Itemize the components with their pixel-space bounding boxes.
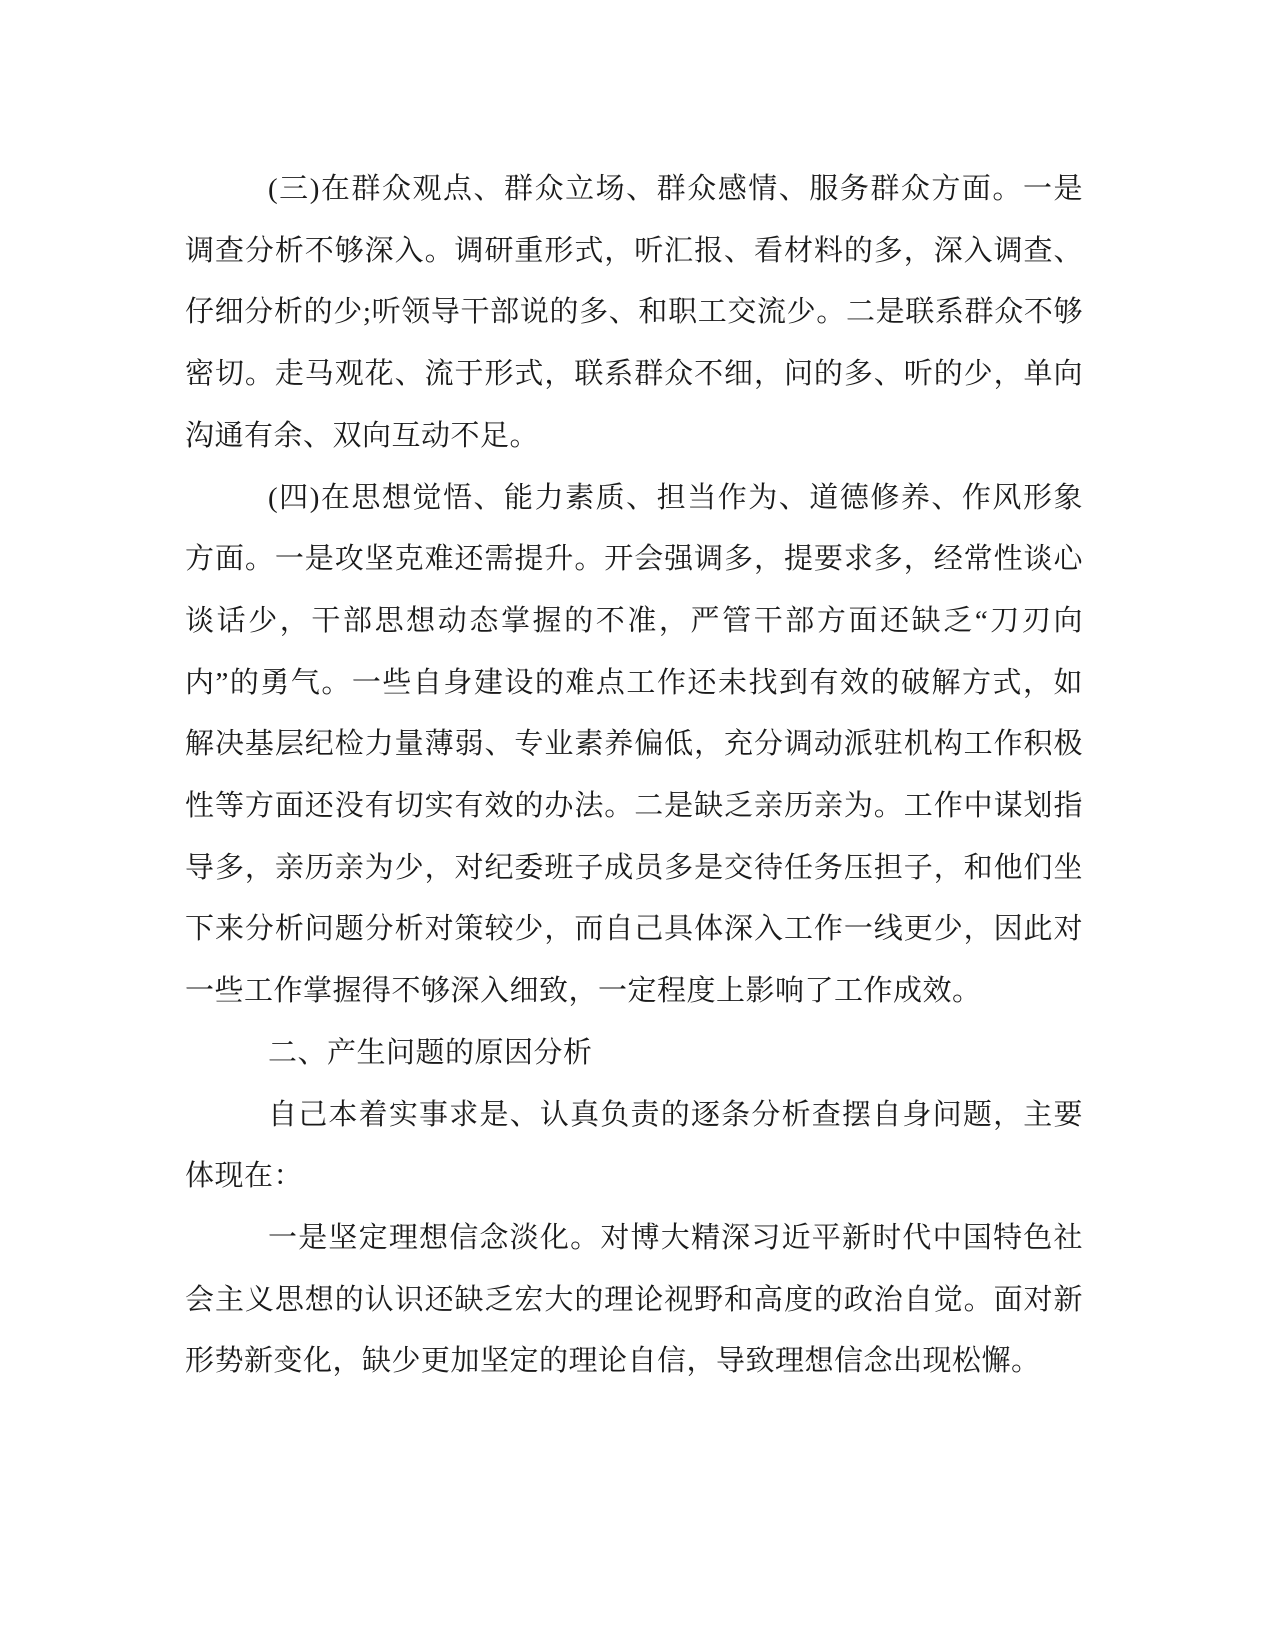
- paragraph-masses-viewpoint: (三)在群众观点、群众立场、群众感情、服务群众方面。一是调查分析不够深入。调研重形式，听汇报、看材料的多，深入调查、仔细分析的少;听领导干部说的多、和职工交流少。二是联系群众不够密切。走马观花、流于形式，联系群众不细，问的多、听的少，单向沟通有余、双向互动不足。: [185, 173, 1083, 452]
- paragraph-self-analysis-intro: 自己本着实事求是、认真负责的逐条分析查摆自身问题，主要体现在：: [185, 1098, 1083, 1193]
- paragraph-ideal-belief-weakening: 一是坚定理想信念淡化。对博大精深习近平新时代中国特色社会主义思想的认识还缺乏宏大的理论视野和高度的政治自觉。面对新形势新变化，缺少更加坚定的理论自信，导致理想信念出现松懈。: [185, 1221, 1083, 1378]
- document-text-block: [185, 159, 1083, 1393]
- section-heading-cause-analysis: 二、产生问题的原因分析: [268, 1036, 593, 1069]
- paragraph-ideology-capability: (四)在思想觉悟、能力素质、担当作为、道德修养、作风形象方面。一是攻坚克难还需提升。开会强调多，提要求多，经常性谈心谈话少，干部思想动态掌握的不准，严管干部方面还缺乏“刀刃向内”的勇气。一些自身建设的难点工作还未找到有效的破解方式，如解决基层纪检力量薄弱、专业素养偏低，充分调动派驻机构工作积极性等方面还没有切实有效的办法。二是缺乏亲历亲为。工作中谋划指导多，亲历亲为少，对纪委班子成员多是交待任务压担子，和他们坐下来分析问题分析对策较少，而自己具体深入工作一线更少，因此对一些工作掌握得不够深入细致，一定程度上影响了工作成效。: [185, 481, 1083, 1008]
